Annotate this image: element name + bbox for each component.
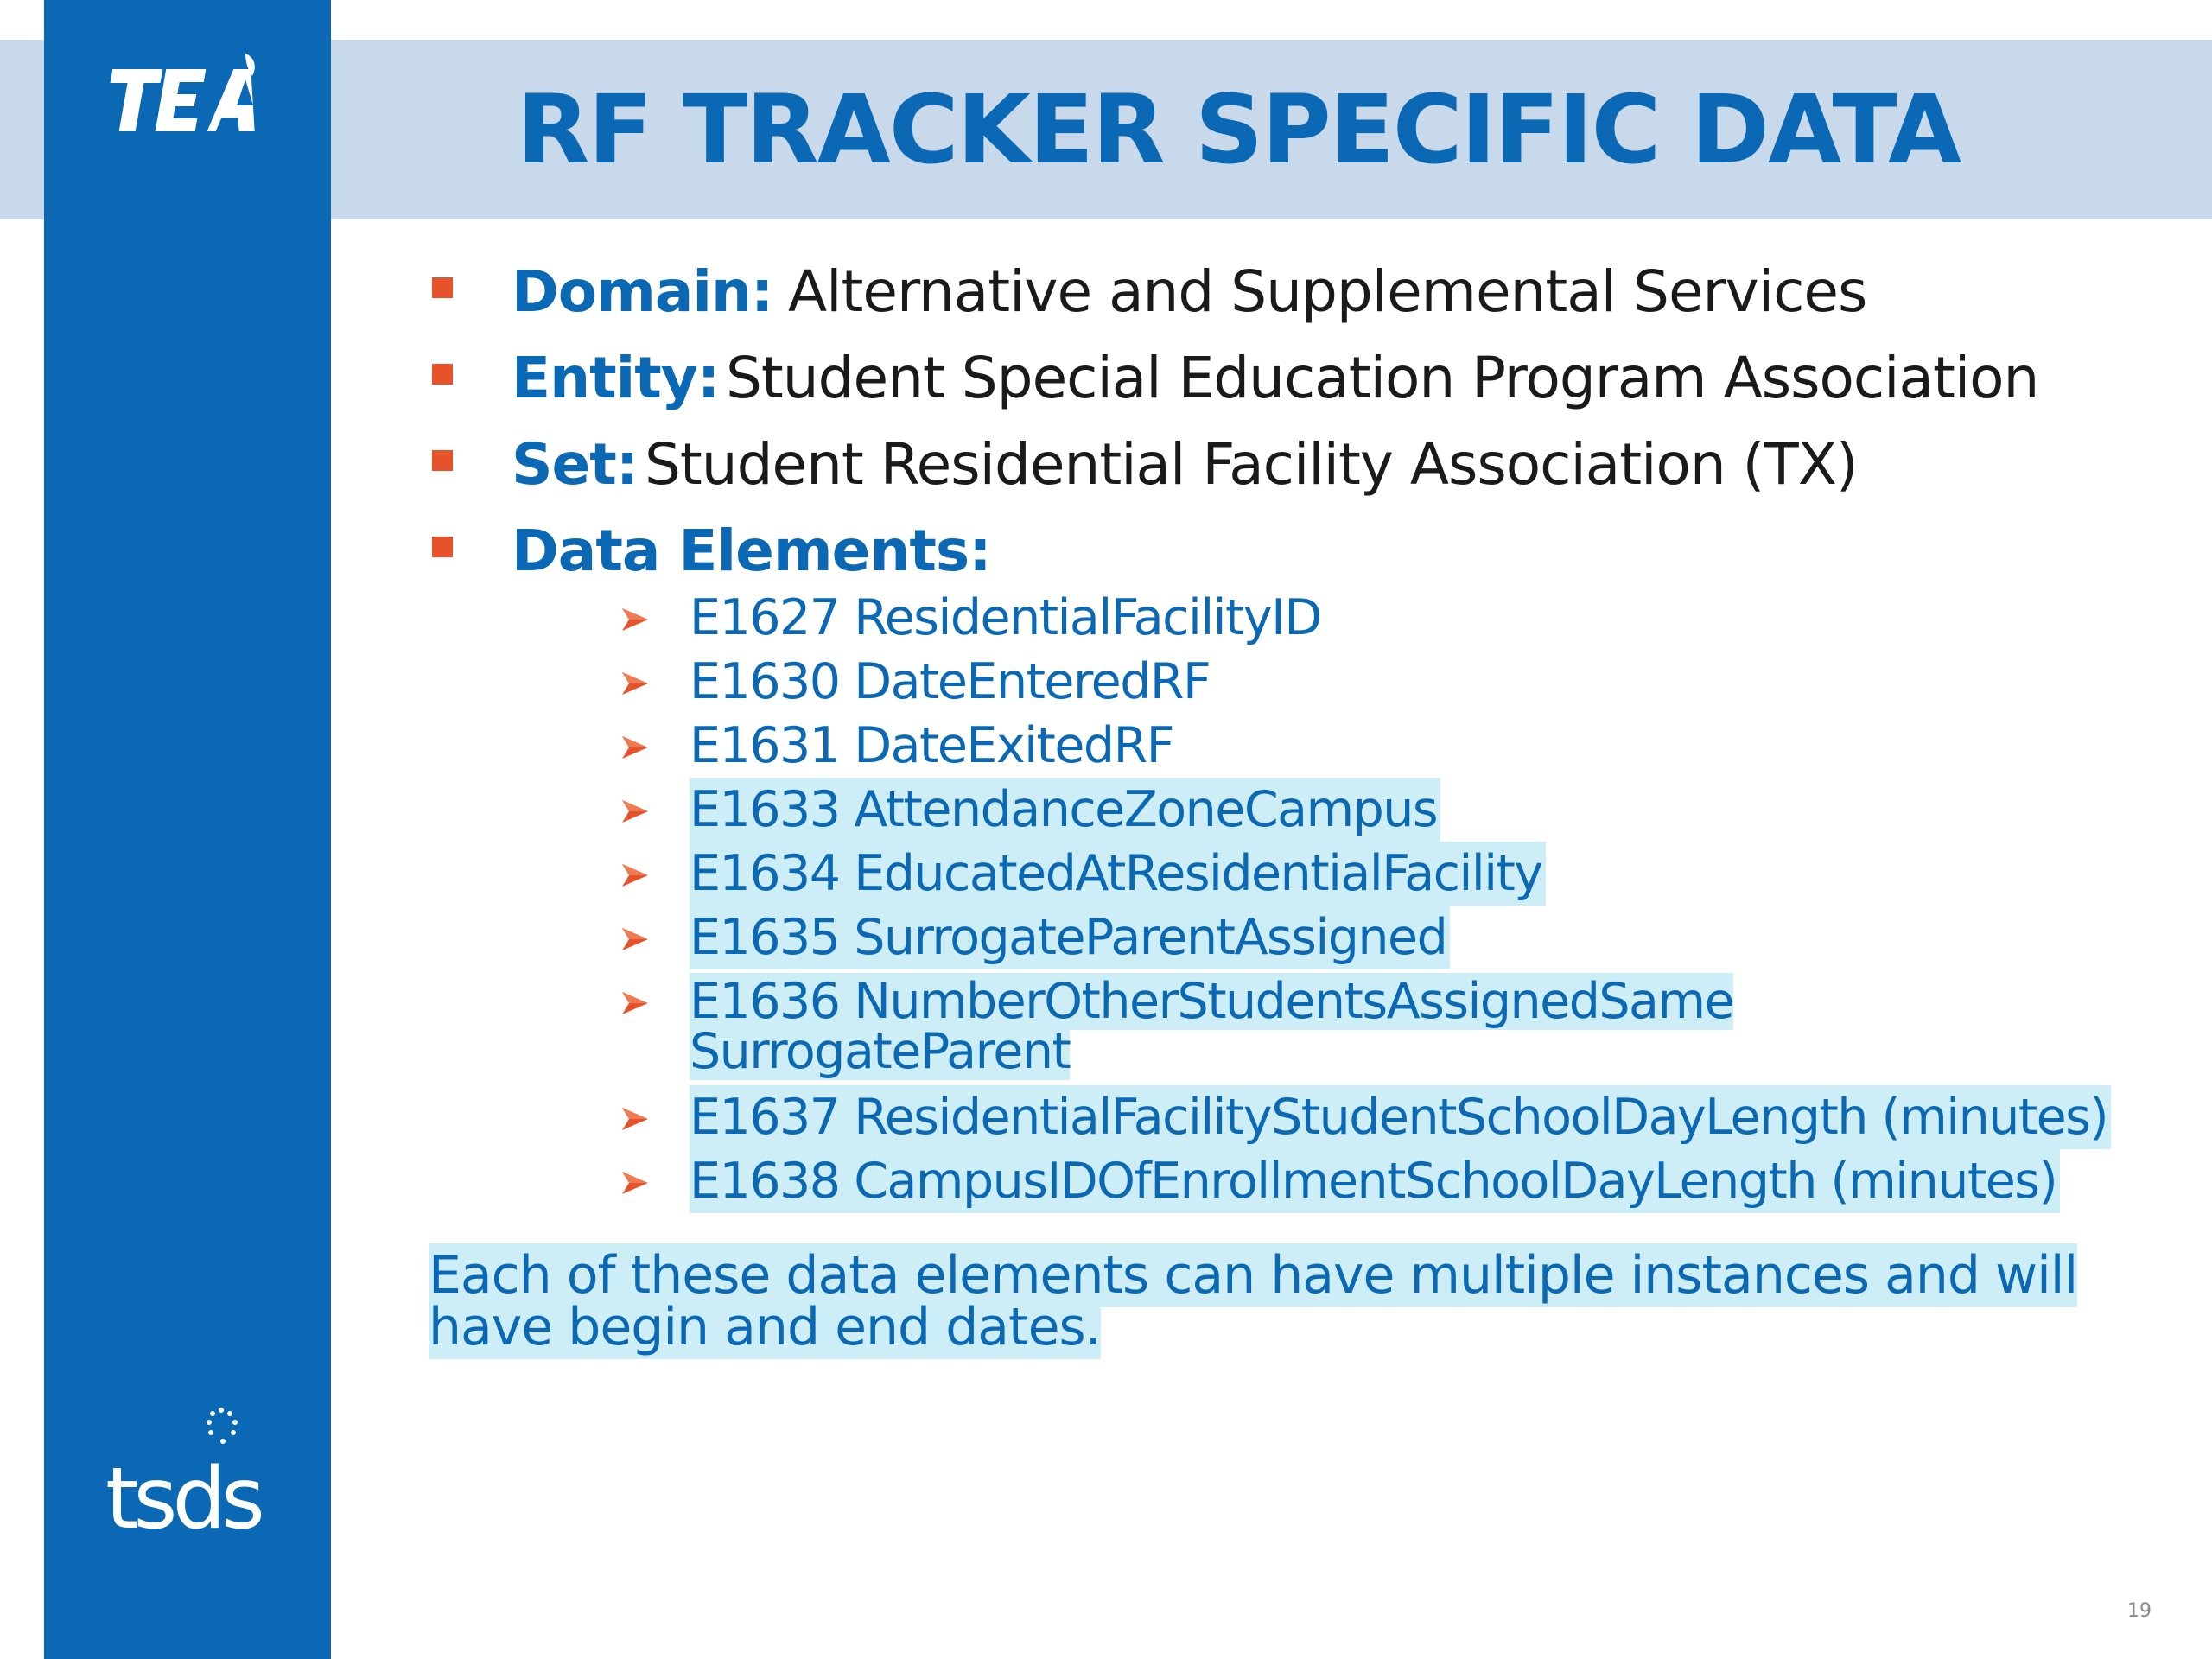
data-element-text-highlighted: E1638 CampusIDOfEnrollmentSchoolDayLength (minutes): [690, 1149, 2060, 1213]
list-item-data-elements: [432, 508, 2177, 594]
arrow-bullet-icon: [620, 734, 650, 760]
data-element-text-highlighted: [690, 973, 1816, 1080]
list-item-entity: [432, 335, 2177, 422]
footnote-text: Each of these data elements can have multiple instances and will have begin and end dates.: [429, 1245, 2078, 1357]
tea-logo: [93, 41, 283, 154]
set-value: Student Residential Facility Association (TX): [645, 431, 1858, 498]
data-elements-label: Data Elements:: [512, 518, 991, 584]
data-element-item: [620, 650, 2202, 714]
data-element-text: E1627 ResidentialFacilityID: [690, 589, 1321, 646]
domain-label: Domain:: [512, 258, 773, 325]
arrow-bullet-icon: [620, 926, 650, 952]
square-bullet-icon: [432, 450, 453, 471]
data-element-item: [620, 906, 2202, 969]
main-bullet-list: [432, 249, 2177, 594]
data-element-wrapped-text: E1636 NumberOtherStudentsAssignedSame SurrogateParent: [690, 973, 1734, 1080]
data-element-text-highlighted: E1637 ResidentialFacilityStudentSchoolDayLength (minutes): [690, 1085, 2111, 1149]
data-element-item: [620, 714, 2202, 778]
svg-text:tsds: tsds: [105, 1450, 260, 1536]
arrow-bullet-icon: [620, 990, 650, 1016]
data-element-text-highlighted: E1634 EducatedAtResidentialFacility: [690, 842, 1546, 906]
arrow-bullet-icon: [620, 862, 650, 888]
data-element-item: [620, 1085, 2202, 1149]
page-number: 19: [2127, 1600, 2152, 1622]
tsds-logo: [102, 1398, 275, 1536]
data-element-text: E1630 DateEnteredRF: [690, 653, 1211, 710]
data-element-item: [620, 842, 2202, 906]
list-item-set: [432, 422, 2177, 508]
data-element-item: [620, 778, 2202, 842]
data-element-text: E1631 DateExitedRF: [690, 717, 1174, 774]
arrow-bullet-icon: [620, 1170, 650, 1196]
data-elements-list: [620, 586, 2202, 1213]
square-bullet-icon: [432, 364, 453, 385]
entity-value: Student Special Education Program Association: [726, 345, 2039, 411]
slide-title: RF TRACKER SPECIFIC DATA: [516, 74, 1961, 185]
data-element-item: [620, 969, 2202, 1085]
list-item-domain: [432, 249, 2177, 335]
data-element-text-highlighted: E1633 AttendanceZoneCampus: [690, 778, 1440, 842]
arrow-bullet-icon: [620, 671, 650, 696]
data-element-item: [620, 586, 2202, 650]
set-label: Set:: [512, 431, 639, 498]
data-element-text-highlighted: E1635 SurrogateParentAssigned: [690, 906, 1450, 969]
entity-label: Entity:: [512, 345, 720, 411]
arrow-bullet-icon: [620, 1106, 650, 1132]
arrow-bullet-icon: [620, 798, 650, 824]
domain-value: Alternative and Supplemental Services: [788, 258, 1867, 325]
data-element-item: [620, 1149, 2202, 1213]
footnote: [429, 1245, 2191, 1357]
square-bullet-icon: [432, 537, 453, 557]
arrow-bullet-icon: [620, 607, 650, 632]
square-bullet-icon: [432, 277, 453, 298]
